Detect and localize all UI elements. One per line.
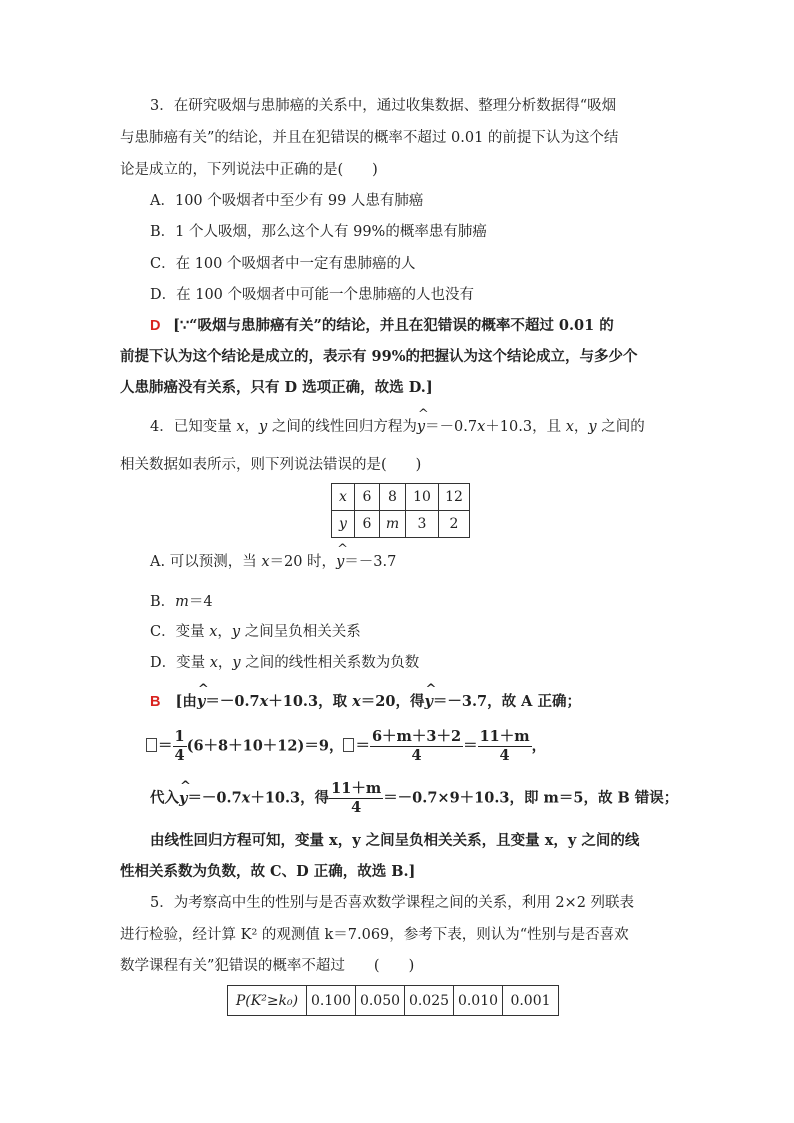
- y-hat: ^ y: [197, 692, 205, 712]
- table-cell: 0.100: [307, 986, 356, 1016]
- fraction-one-quarter: [173, 728, 187, 765]
- q3-solution-line-2: 前提下认为这个结论是成立的，表示有 99%的把握认为这个结论成立，与多少个: [120, 348, 638, 365]
- var-y: y: [231, 624, 241, 640]
- comma: ，: [573, 419, 589, 435]
- q4-option-a: [150, 552, 396, 572]
- q4-s3-mid: ＋10.3，得: [250, 789, 330, 807]
- y-hat: ^ y: [417, 417, 425, 437]
- q3-solution-line-1: [150, 316, 614, 336]
- table-row: [228, 986, 559, 1016]
- q4-optA-post: ＝－3.7: [344, 554, 397, 570]
- y-hat: ^ y: [179, 781, 187, 817]
- q4-s1-mid: ＋10.3，取: [268, 693, 353, 710]
- table-cell: 0.010: [454, 986, 503, 1016]
- frac-den: 4: [351, 799, 362, 816]
- var-y: y: [588, 419, 597, 435]
- table-row: [332, 511, 470, 538]
- var-x: x: [236, 419, 245, 435]
- q4-line1-mid: 之间的线性回归方程为: [267, 419, 417, 435]
- frac-den: 4: [499, 747, 510, 764]
- var-m: m: [175, 594, 189, 610]
- q3-line-3: 论是成立的，下列说法中正确的是( ): [120, 162, 378, 178]
- q4-solution-line-3: [150, 780, 678, 817]
- q3-solution-text-1: [∵“吸烟与患肺癌有关”的结论，并且在犯错误的概率不超过 0.01 的: [173, 317, 614, 334]
- table-cell: 8: [380, 484, 406, 511]
- x-bar-glyph: [146, 738, 157, 752]
- q4-optD-post: 之间的线性相关系数为负数: [240, 655, 420, 671]
- table-cell: 2: [439, 511, 470, 538]
- var-x: x: [259, 693, 269, 710]
- q4-s3-post: ＝－0.7×9＋10.3，即 m＝5，故 B 错误；: [383, 789, 679, 807]
- fraction-sum-y: [370, 728, 463, 765]
- q4-s3-prefix: 代入: [150, 789, 179, 807]
- table-cell: P(K²≥k₀): [228, 986, 307, 1016]
- frac-den: 4: [411, 747, 422, 764]
- q3-option-b: B．1 个人吸烟，那么这个人有 99%的概率患有肺癌: [150, 224, 487, 240]
- q4-option-c: [150, 622, 361, 642]
- q4-line1-post: ＋10.3，且: [485, 419, 566, 435]
- q4-s1-post: ＝－3.7，故 A 正确；: [432, 693, 581, 710]
- table-cell: 0.001: [503, 986, 559, 1016]
- q4-line1-prefix: 4．已知变量: [150, 419, 237, 435]
- q4-solution-line-5: 性相关系数为负数，故 C、D 正确，故选 B.]: [120, 863, 416, 880]
- frac-num: 11＋m: [479, 728, 530, 745]
- comma: ，: [244, 419, 260, 435]
- q4-s3-eq: ＝－0.7: [187, 789, 242, 807]
- var-x: x: [261, 554, 270, 570]
- table-cell: 6: [355, 511, 380, 538]
- table-cell: y: [332, 511, 355, 538]
- q4-line-2: 相关数据如表所示，则下列说法错误的是( ): [120, 457, 422, 473]
- fraction-11-m: [478, 728, 532, 765]
- var-x: x: [477, 419, 486, 435]
- table-cell: m: [380, 511, 406, 538]
- var-x: x: [565, 419, 574, 435]
- var-y: y: [259, 419, 268, 435]
- table-cell: 12: [439, 484, 470, 511]
- y-hat: ^ y: [424, 692, 432, 712]
- q5-line-2: 进行检验，经计算 K² 的观测值 k＝7.069，参考下表，则认为“性别与是否喜欢: [120, 927, 629, 943]
- option-b-prefix: B．: [150, 594, 176, 610]
- q4-data-table: [331, 483, 470, 538]
- q4-answer-letter: B: [150, 694, 161, 710]
- table-row: [332, 484, 470, 511]
- equals: ＝: [158, 737, 173, 755]
- frac-num: 1: [174, 728, 185, 745]
- q4-s2-sum: (6＋8＋10＋12)＝9，: [186, 737, 344, 755]
- q4-optB-post: ＝4: [188, 594, 213, 610]
- q4-option-b: [150, 592, 213, 612]
- q5-line-1: 5．为考察高中生的性别与是否喜欢数学课程之间的关系，利用 2×2 列联表: [150, 895, 635, 911]
- q5-reference-table: [227, 985, 559, 1016]
- q3-answer-letter: D: [150, 318, 161, 334]
- var-x: x: [209, 655, 218, 671]
- var-x: x: [209, 624, 218, 640]
- frac-num: 11＋m: [331, 780, 382, 797]
- var-y: y: [232, 655, 241, 671]
- var-x: x: [241, 789, 251, 807]
- q4-optD-prefix: D．变量: [150, 655, 210, 671]
- q4-solution-line-1: [150, 692, 581, 712]
- q3-option-d: D．在 100 个吸烟者中可能一个患肺癌的人也没有: [150, 287, 475, 303]
- q4-optA-prefix: A. 可以预测，当: [150, 554, 262, 570]
- q4-s1-mid2: ＝20，得: [360, 693, 425, 710]
- table-cell: x: [332, 484, 355, 511]
- table-cell: 0.050: [356, 986, 405, 1016]
- q3-option-a: A．100 个吸烟者中至少有 99 人患有肺癌: [150, 193, 424, 209]
- frac-den: 4: [174, 747, 185, 764]
- y-bar-glyph: [343, 738, 354, 752]
- frac-num: 6＋m＋3＋2: [371, 728, 462, 745]
- q4-s1-eq: ＝－0.7: [205, 693, 260, 710]
- q3-solution-line-3: 人患肺癌没有关系，只有 D 选项正确，故选 D.]: [120, 379, 433, 396]
- q4-solution-line-4: 由线性回归方程可知，变量 x，y 之间呈负相关关系，且变量 x，y 之间的线: [150, 832, 640, 849]
- comma: ，: [217, 655, 233, 671]
- comma: ，: [531, 737, 547, 755]
- q4-s1-prefix: [由: [175, 693, 197, 710]
- equals: ＝: [463, 737, 478, 755]
- q4-line1-eq: ＝－0.7: [425, 419, 478, 435]
- table-cell: 3: [406, 511, 439, 538]
- table-cell: 10: [406, 484, 439, 511]
- q3-line-2: 与患肺癌有关”的结论，并且在犯错误的概率不超过 0.01 的前提下认为这个结: [120, 130, 619, 146]
- y-hat: ^ y: [336, 552, 344, 572]
- q5-line-3: 数学课程有关”犯错误的概率不超过 ( ): [120, 958, 415, 974]
- var-x: x: [352, 693, 361, 710]
- q4-line1-end: 之间的: [596, 419, 645, 435]
- equals: ＝: [355, 737, 370, 755]
- table-cell: 0.025: [405, 986, 454, 1016]
- q4-optC-prefix: C．变量: [150, 624, 210, 640]
- q4-solution-line-2: [146, 728, 546, 765]
- q3-line-1: 3．在研究吸烟与患肺癌的关系中，通过收集数据、整理分析数据得“吸烟: [150, 98, 617, 114]
- table-cell: 6: [355, 484, 380, 511]
- q3-option-c: C．在 100 个吸烟者中一定有患肺癌的人: [150, 256, 416, 272]
- q4-optA-mid: ＝20 时，: [269, 554, 337, 570]
- fraction-11-m: [329, 780, 383, 817]
- q4-optC-post: 之间呈负相关关系: [240, 624, 361, 640]
- comma: ，: [217, 624, 232, 640]
- q4-option-d: [150, 653, 419, 673]
- q4-line-1: [150, 417, 645, 437]
